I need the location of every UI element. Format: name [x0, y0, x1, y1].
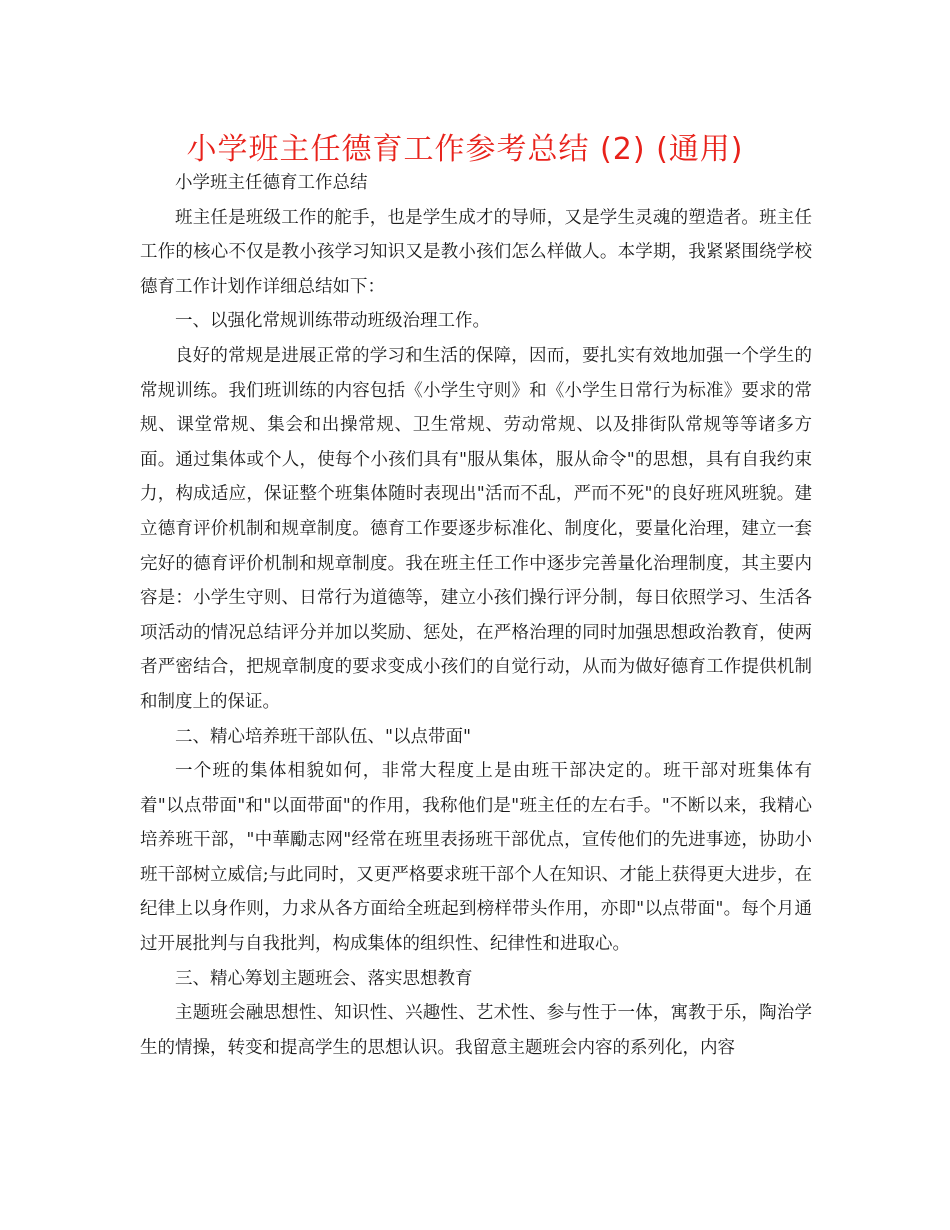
subtitle-paragraph: 小学班主任德育工作总结 [175, 173, 368, 193]
document-body [140, 166, 812, 1065]
section-3-paragraph: 主题班会融思想性、知识性、兴趣性、艺术性、参与性于一体，寓教于乐，陶治学生的情操，转变和提高学生的思想认识。我留意主题班会内容的系列化，内容 [140, 1003, 812, 1058]
section-heading-1: 一、以强化常规训练带动班级治理工作。 [175, 311, 490, 332]
intro-paragraph: 班主任是班级工作的舵手，也是学生成才的导师，又是学生灵魂的塑造者。班主任工作的核心不仅是教小孩学习知识又是教小孩们怎么样做人。本学期，我紧紧围绕学校德育工作计划作详细总结如下： [140, 207, 812, 297]
section-heading-3: 三、精心筹划主题班会、落实思想教育 [175, 968, 473, 989]
section-1-paragraph: 良好的常规是进展正常的学习和生活的保障，因而，要扎实有效地加强一个学生的常规训练。我们班训练的内容包括《小学生守则》和《小学生日常行为标准》要求的常规、课堂常规、集会和出操常规、卫生常规、劳动常规、以及排街队常规等等诸多方面。通过集体或个人，使每个小孩们具有"服从集体，服从命令"的思想，具有自我约束力，构成适应，保证整个班集体随时表现出"活而不乱，严而不死"的良好班风班貌。建立德育评价机制和规章制度。德育工作要逐步标准化、制度化，要量化治理，建立一套完好的德育评价机制和规章制度。我在班主任工作中逐步完善量化治理制度，其主要内容是：小学生守则、日常行为道德等，建立小孩们操行评分制，每日依照学习、生活各项活动的情况总结评分并加以奖励、惩处，在严格治理的同时加强思想政治教育，使两者严密结合，把规章制度的要求变成小孩们的自觉行动，从而为做好德育工作提供机制和制度上的保证。 [140, 345, 812, 712]
section-heading-2: 二、精心培养班干部队伍、"以点带面" [175, 726, 472, 747]
document-title: 小学班主任德育工作参考总结 (2) (通用) [186, 132, 744, 167]
section-2-paragraph: 一个班的集体相貌如何，非常大程度上是由班干部决定的。班干部对班集体有着"以点带面"和"以面带面"的作用，我称他们是"班主任的左右手。"不断以来，我精心培养班干部，"中華勵志网"经常在班里表扬班干部优点，宣传他们的先进事迹，协助小班干部树立威信;与此同时，又更严格要求班干部个人在知识、才能上获得更大进步，在纪律上以身作则，力求从各方面给全班起到榜样带头作用，亦即"以点带面"。每个月通过开展批判与自我批判，构成集体的组织性、纪律性和进取心。 [140, 761, 812, 955]
